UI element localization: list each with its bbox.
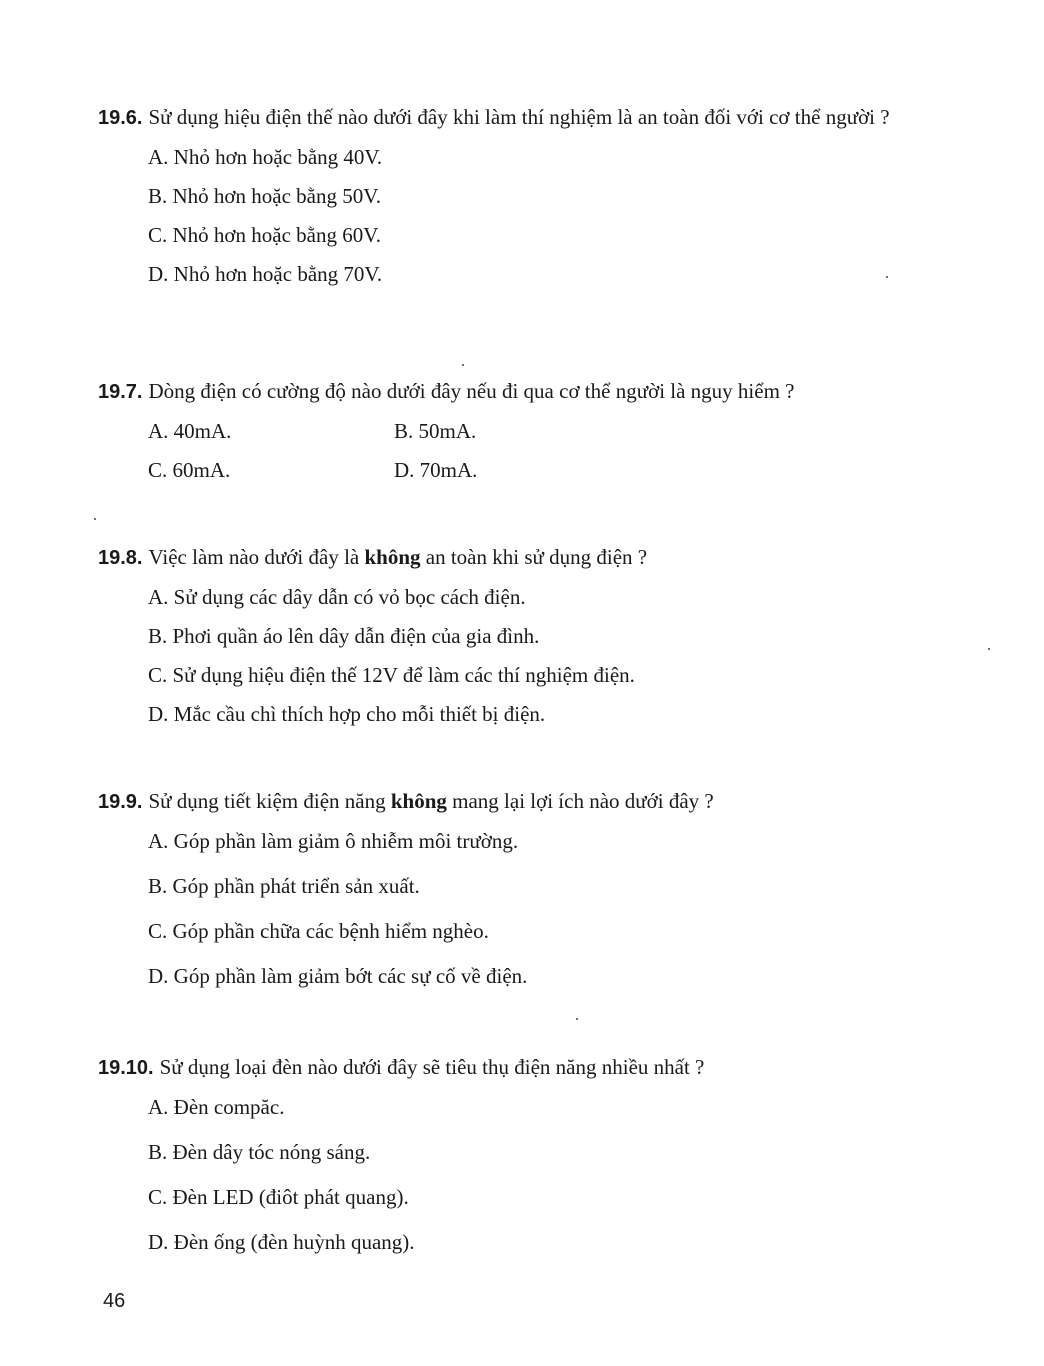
option-d: D. Mắc cầu chì thích hợp cho mỗi thiết bị điện. xyxy=(148,702,546,726)
question-stem xyxy=(98,1052,928,1083)
question-19-10 xyxy=(98,1052,928,1273)
answer-options xyxy=(148,143,928,288)
question-19-9 xyxy=(98,786,928,1007)
scan-speck xyxy=(94,518,96,520)
question-stem xyxy=(98,542,928,573)
option-a: A. Đèn compăc. xyxy=(148,1095,285,1119)
option-d: D. 70mA. xyxy=(394,458,478,482)
option-c: C. Sử dụng hiệu điện thế 12V để làm các thí nghiệm điện. xyxy=(148,663,635,687)
question-stem xyxy=(98,376,928,407)
question-text: Sử dụng hiệu điện thế nào dưới đây khi làm thí nghiệm là an toàn đối với cơ thể người ? xyxy=(148,105,890,129)
scan-speck xyxy=(576,1018,578,1020)
question-number: 19.7. xyxy=(98,381,143,403)
option-b: B. Góp phần phát triển sản xuất. xyxy=(148,874,420,898)
question-number: 19.6. xyxy=(98,107,143,129)
option-a: A. 40mA. xyxy=(148,419,232,443)
page-number: 46 xyxy=(103,1290,126,1312)
option-b: B. Phơi quần áo lên dây dẫn điện của gia đình. xyxy=(148,624,540,648)
answer-options xyxy=(148,827,928,990)
option-b: B. Đèn dây tóc nóng sáng. xyxy=(148,1140,371,1164)
option-c: C. Góp phần chữa các bệnh hiểm nghèo. xyxy=(148,919,489,943)
scan-speck xyxy=(886,276,888,278)
option-a: A. Góp phần làm giảm ô nhiễm môi trường. xyxy=(148,829,519,853)
answer-options xyxy=(148,583,928,728)
answer-options xyxy=(148,417,928,484)
option-b: B. Nhỏ hơn hoặc bằng 50V. xyxy=(148,184,381,208)
option-a: A. Sử dụng các dây dẫn có vỏ bọc cách điện. xyxy=(148,585,526,609)
emphasis-khong: không xyxy=(364,545,421,569)
question-text-after: mang lại lợi ích nào dưới đây ? xyxy=(446,789,714,813)
option-c: C. Nhỏ hơn hoặc bằng 60V. xyxy=(148,223,381,247)
question-text-before: Việc làm nào dưới đây là xyxy=(148,545,365,569)
question-19-6 xyxy=(98,102,928,299)
question-number: 19.8. xyxy=(98,547,143,569)
answer-options xyxy=(148,1093,928,1256)
question-text: Sử dụng loại đèn nào dưới đây sẽ tiêu thụ điện năng nhiều nhất ? xyxy=(159,1055,705,1079)
emphasis-khong: không xyxy=(390,789,447,813)
question-text-before: Sử dụng tiết kiệm điện năng xyxy=(148,789,391,813)
option-c: C. 60mA. xyxy=(148,458,231,482)
question-stem xyxy=(98,786,928,817)
question-number: 19.9. xyxy=(98,791,143,813)
question-19-8 xyxy=(98,542,928,739)
question-number: 19.10. xyxy=(98,1057,154,1079)
question-stem xyxy=(98,102,928,133)
option-d: D. Đèn ống (đèn huỳnh quang). xyxy=(148,1230,415,1254)
scan-speck xyxy=(988,648,990,650)
option-c: C. Đèn LED (điôt phát quang). xyxy=(148,1185,409,1209)
question-19-7 xyxy=(98,376,928,484)
scan-speck xyxy=(462,364,464,366)
question-text: Dòng điện có cường độ nào dưới đây nếu đi qua cơ thể người là nguy hiểm ? xyxy=(148,379,795,403)
option-b: B. 50mA. xyxy=(394,419,477,443)
question-text-after: an toàn khi sử dụng điện ? xyxy=(420,545,648,569)
option-d: D. Góp phần làm giảm bớt các sự cố về điện. xyxy=(148,964,528,988)
option-d: D. Nhỏ hơn hoặc bằng 70V. xyxy=(148,262,383,286)
option-a: A. Nhỏ hơn hoặc bằng 40V. xyxy=(148,145,383,169)
